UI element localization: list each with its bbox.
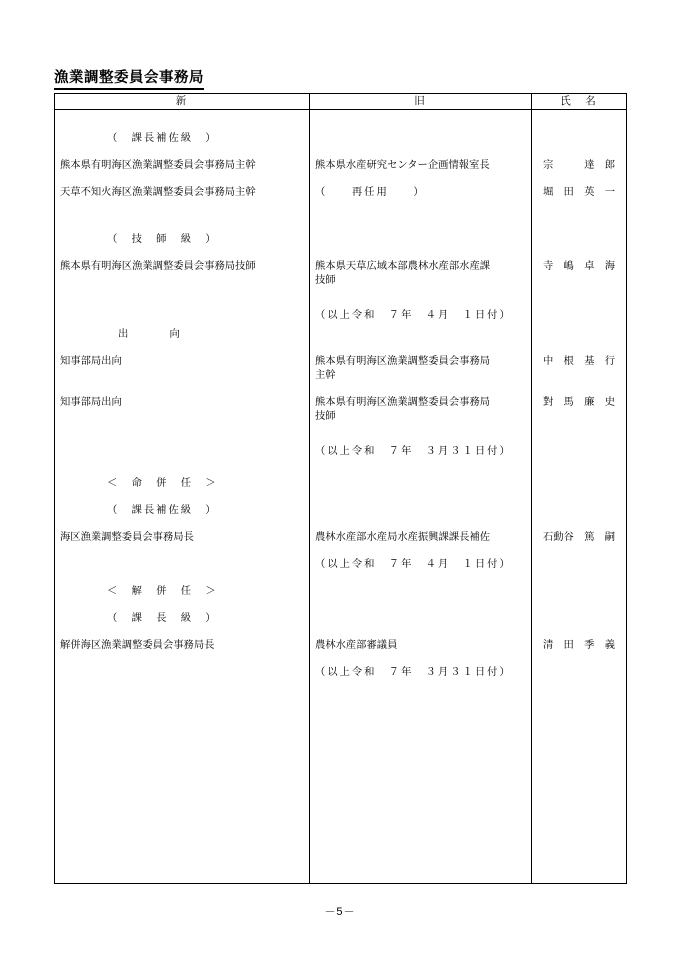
cell-new [55,110,310,884]
new-column-line: 天草不知火海区漁業調整委員会事務局主幹 [60,187,256,198]
new-column-line: ＜ 命 併 任 ＞ [107,478,218,489]
new-column-line: （ 課長補佐級 ） [107,133,218,144]
new-column-line: 熊本県有明海区漁業調整委員会事務局技師 [60,261,256,272]
column-header-old: 旧 [310,94,532,110]
old-column-line: （以上令和 ７年 ３月３１日付） [315,667,512,678]
name-entry: 對 馬 廉 史 [542,397,616,408]
new-column-line: ＜ 解 併 任 ＞ [107,586,218,597]
cell-old [310,110,532,884]
new-column-line: 出 向 [118,329,180,340]
old-column-line: （ 再任用 ） [315,187,426,198]
old-column-line: 技師 [315,411,336,422]
column-header-name: 氏 名 [532,94,627,110]
old-column-line: 農林水産部審議員 [315,640,398,651]
name-entry: 中 根 基 行 [542,356,616,367]
new-column-line: 知事部局出向 [60,397,122,408]
table-body-row [55,110,627,884]
old-column-line: 主幹 [315,370,336,381]
name-entry: 清 田 季 義 [542,640,616,651]
old-column-content [310,110,531,883]
old-column-line: 熊本県有明海区漁業調整委員会事務局 [315,356,491,367]
table-header-row [55,94,627,110]
new-column-line: （ 技 師 級 ） [107,234,218,245]
old-column-line: 技師 [315,275,336,286]
column-header-new: 新 [55,94,310,110]
new-column-line: 熊本県有明海区漁業調整委員会事務局主幹 [60,160,256,171]
name-column-content [532,110,626,883]
new-column-line: （ 課 長 級 ） [107,613,218,624]
name-entry: 宗 達 郎 [542,160,616,171]
old-column-line: （以上令和 ７年 ４月 １日付） [315,310,512,321]
name-entry: 堀 田 英 一 [542,187,616,198]
name-entry: 石動谷 篤 嗣 [542,532,616,543]
old-column-line: 農林水産部水産局水産振興課課長補佐 [315,532,491,543]
old-column-line: （以上令和 ７年 ４月 １日付） [315,559,512,570]
new-column-line: （ 課長補佐級 ） [107,505,218,516]
old-column-line: （以上令和 ７年 ３月３１日付） [315,446,512,457]
name-entry: 寺 嶋 卓 海 [542,261,616,272]
new-column-line: 解併海区漁業調整委員会事務局長 [60,640,215,651]
new-column-content [55,110,309,883]
page-title: 漁業調整委員会事務局 [54,70,204,90]
new-column-line: 海区漁業調整委員会事務局長 [60,532,194,543]
cell-name [532,110,627,884]
page-number: －5－ [324,906,356,918]
personnel-table [54,93,627,884]
new-column-line: 知事部局出向 [60,356,122,367]
old-column-line: 熊本県天草広域本部農林水産部水産課 [315,261,491,272]
old-column-line: 熊本県水産研究センター企画情報室長 [315,160,490,171]
old-column-line: 熊本県有明海区漁業調整委員会事務局 [315,397,491,408]
